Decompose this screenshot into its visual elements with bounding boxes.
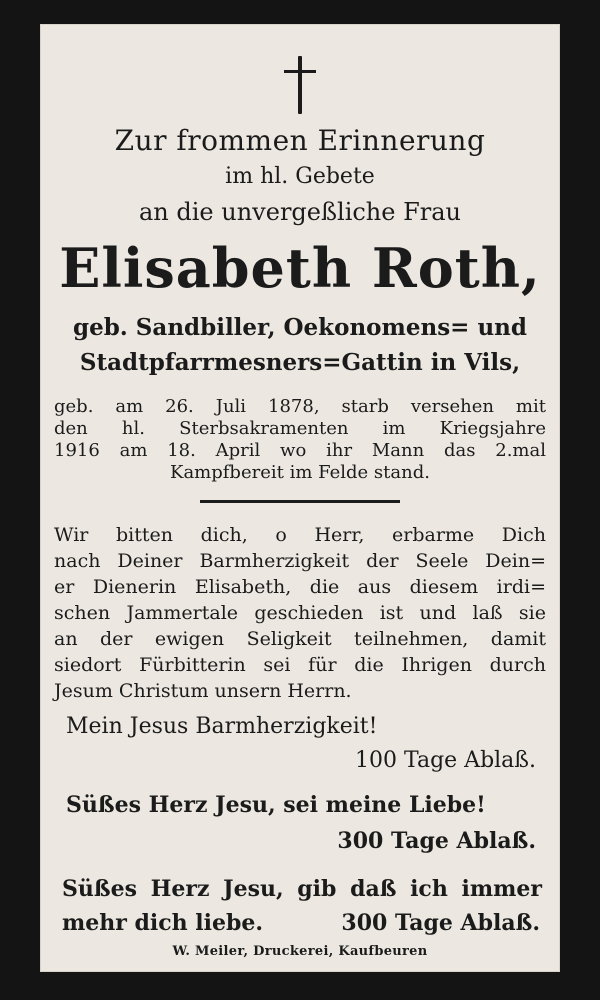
indulgence-1: 100 Tage Ablaß. [355, 748, 536, 773]
bio-line: den hl. Sterbsakramenten im Kriegsjahre [54, 418, 546, 439]
ejaculation-1: Mein Jesus Barmherzigkeit! [66, 714, 378, 739]
ejaculation-3a: Süßes Herz Jesu, gib daß ich immer [62, 876, 542, 902]
title-line: Zur frommen Erinnerung [114, 124, 486, 157]
memorial-card [40, 24, 560, 972]
maiden-name-line: geb. Sandbiller, Oekonomens= und [73, 314, 527, 341]
ejaculation-2: Süßes Herz Jesu, sei meine Liebe! [66, 792, 486, 818]
prayer-line: schen Jammertale geschieden ist und laß sie [54, 602, 546, 624]
cross-icon [280, 56, 320, 116]
indulgence-3: 300 Tage Ablaß. [341, 910, 540, 936]
prayer-line: er Dienerin Elisabeth, die aus diesem irdi= [54, 576, 546, 598]
prayer-line: an der ewigen Seligkeit teilnehmen, damit [54, 628, 546, 650]
subtitle-line: im hl. Gebete [225, 164, 375, 189]
prayer-line: nach Deiner Barmherzigkeit der Seele Dein= [54, 550, 546, 572]
prayer-line: Jesum Christum unsern Herrn. [54, 680, 352, 702]
divider-rule [200, 500, 400, 503]
deceased-name: Elisabeth Roth, [59, 236, 541, 300]
biography-paragraph [54, 396, 546, 484]
prayer-paragraph [54, 522, 546, 704]
dedication-line: an die unvergeßliche Frau [139, 198, 461, 226]
bio-line: geb. am 26. Juli 1878, starb versehen mit [54, 396, 546, 417]
bio-line: Kampfbereit im Felde stand. [170, 462, 430, 483]
prayer-line: siedort Fürbitterin sei für die Ihrigen durch [54, 654, 546, 676]
ejaculation-3b: mehr dich liebe. [62, 910, 264, 936]
bio-line: 1916 am 18. April wo ihr Mann das 2.mal [54, 440, 546, 461]
printer-imprint: W. Meiler, Druckerei, Kaufbeuren [172, 944, 428, 959]
prayer-line: Wir bitten dich, o Herr, erbarme Dich [54, 524, 546, 546]
indulgence-2: 300 Tage Ablaß. [337, 828, 536, 854]
role-line: Stadtpfarrmesners=Gattin in Vils, [79, 349, 521, 376]
